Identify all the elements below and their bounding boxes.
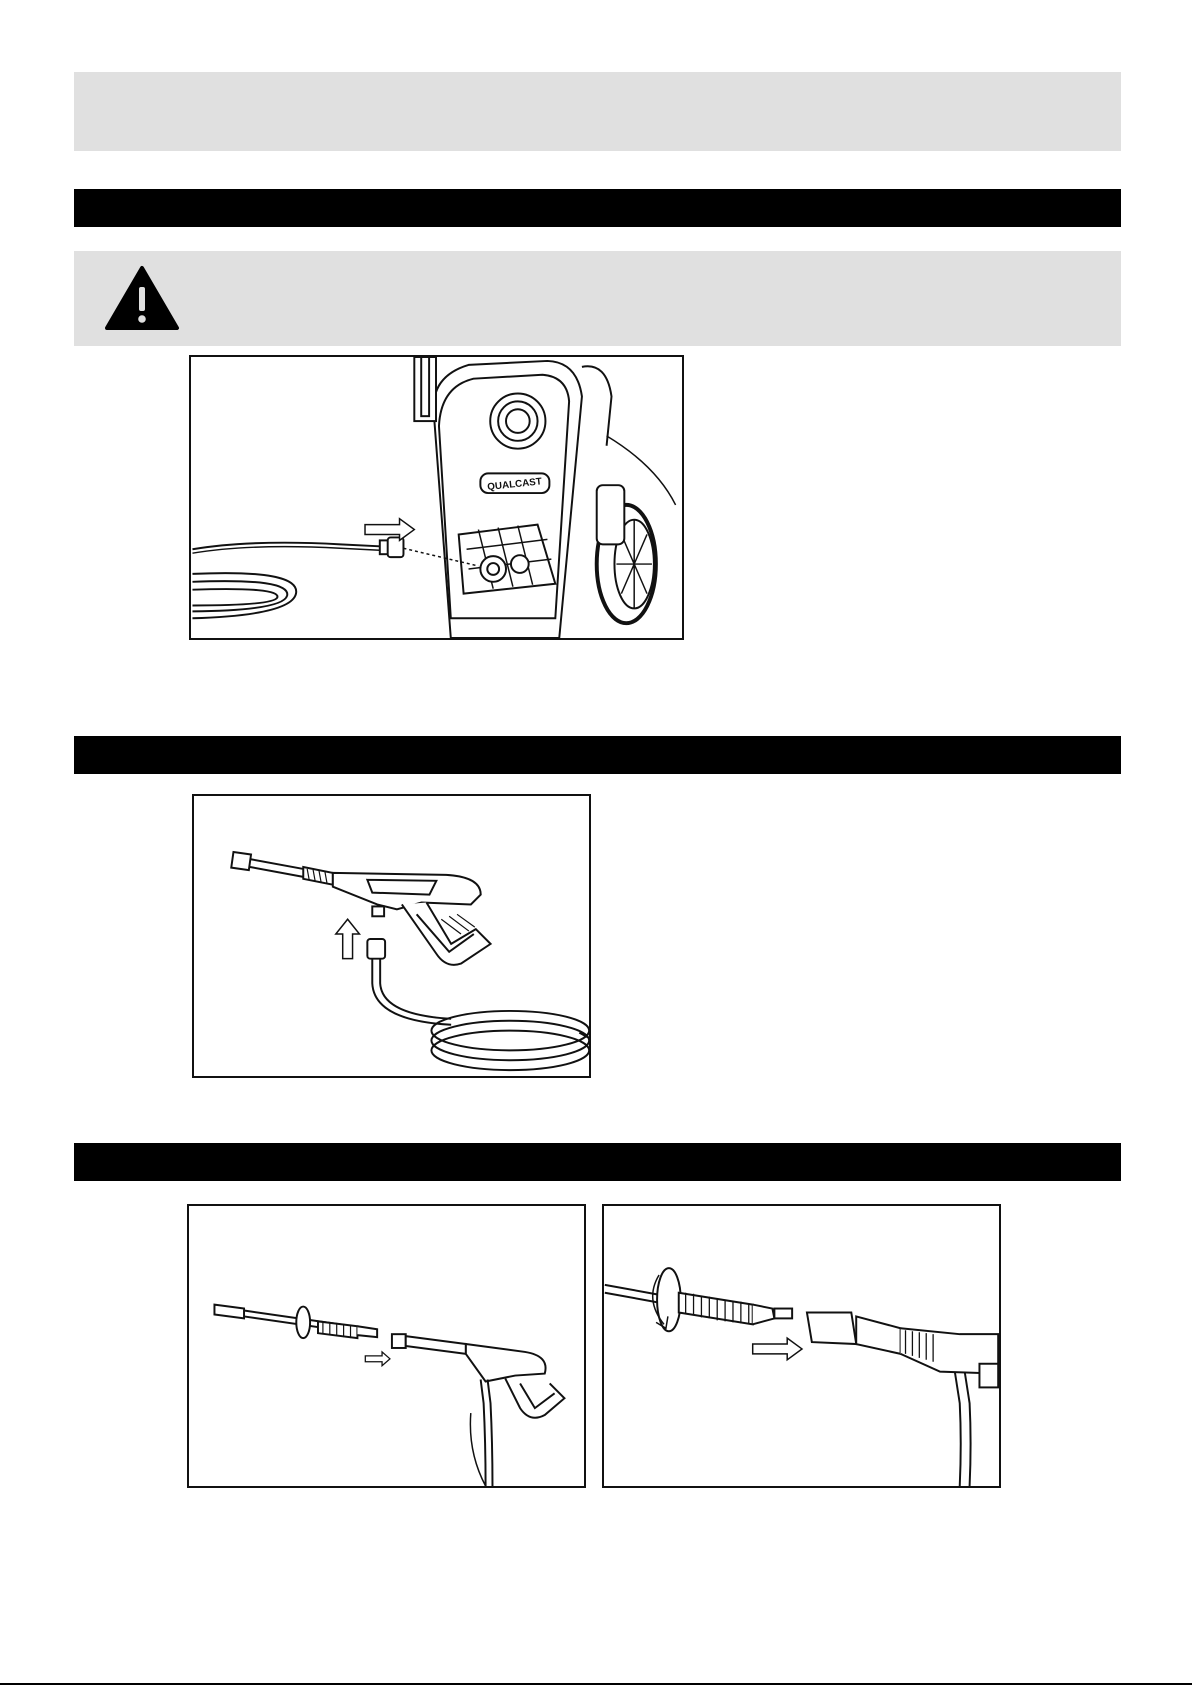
warning-banner [74,251,1121,346]
top-banner [74,72,1121,151]
section-2-header-bar [74,736,1121,774]
figure-hose-to-gun [192,794,591,1078]
figure-lance-to-gun [187,1204,586,1488]
figure-lance-to-gun-detail [602,1204,1001,1488]
section-1-header-bar [74,189,1121,227]
warning-triangle-icon [104,265,180,331]
figure-hose-to-unit [189,355,684,640]
svg-text:QUALCAST: QUALCAST [486,476,543,493]
section-3-header-bar [74,1143,1121,1181]
